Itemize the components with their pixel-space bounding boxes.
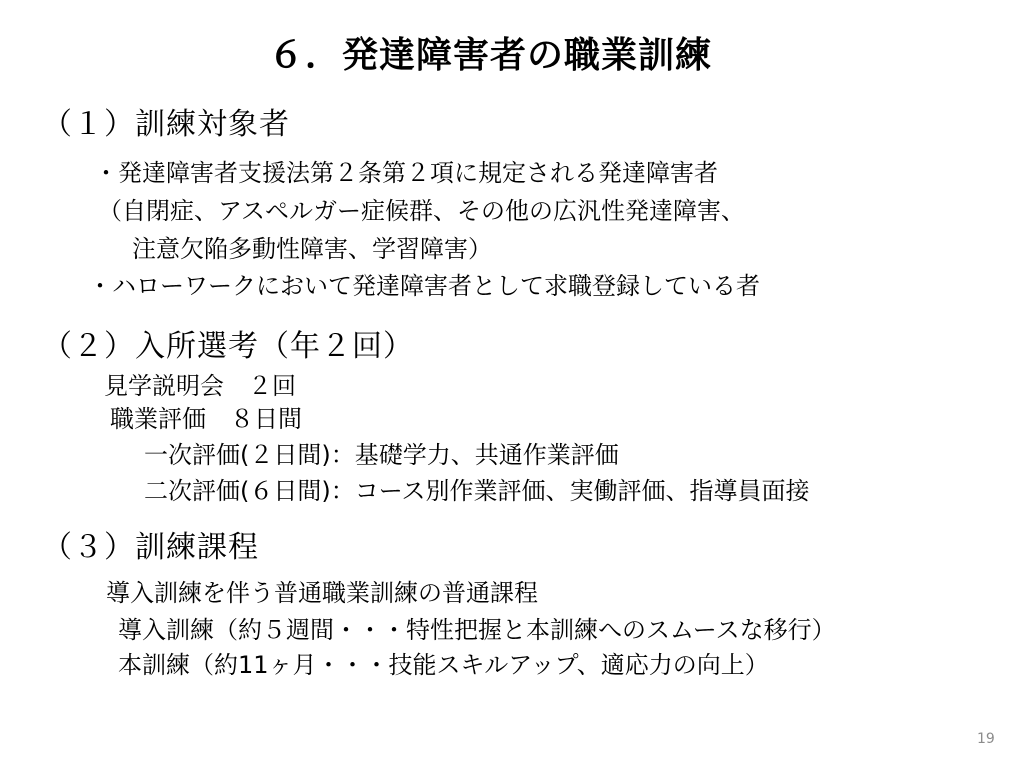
- section-2-line-3: 一次評価(２日間)：基礎学力、共通作業評価: [144, 441, 619, 469]
- section-1-line-2: （自閉症、アスペルガー症候群、その他の広汎性発達障害、: [98, 197, 746, 225]
- section-3-line-1: 導入訓練を伴う普通職業訓練の普通課程: [106, 579, 538, 607]
- slide-title: ６．発達障害者の職業訓練: [268, 35, 713, 76]
- section-heading-training-target: （１）訓練対象者: [42, 107, 290, 142]
- section-2-line-4: 二次評価(６日間)：コース別作業評価、実働評価、指導員面接: [144, 477, 810, 505]
- section-1-line-3: 注意欠陥多動性障害、学習障害）: [132, 235, 492, 263]
- page-number: 19: [977, 731, 995, 747]
- section-3-line-3: 本訓練（約11ヶ月・・・技能スキルアップ、適応力の向上）: [118, 651, 769, 679]
- section-3-line-2: 導入訓練（約５週間・・・特性把握と本訓練へのスムースな移行）: [118, 616, 836, 644]
- section-heading-training-course: （３）訓練課程: [42, 530, 259, 565]
- section-1-line-4: ・ハローワークにおいて発達障害者として求職登録している者: [88, 272, 760, 300]
- section-1-line-1: ・発達障害者支援法第２条第２項に規定される発達障害者: [94, 159, 718, 187]
- section-heading-admission-selection: （２）入所選考（年２回）: [42, 329, 414, 364]
- section-2-line-2: 職業評価 ８日間: [110, 405, 302, 433]
- section-2-line-1: 見学説明会 ２回: [104, 372, 296, 400]
